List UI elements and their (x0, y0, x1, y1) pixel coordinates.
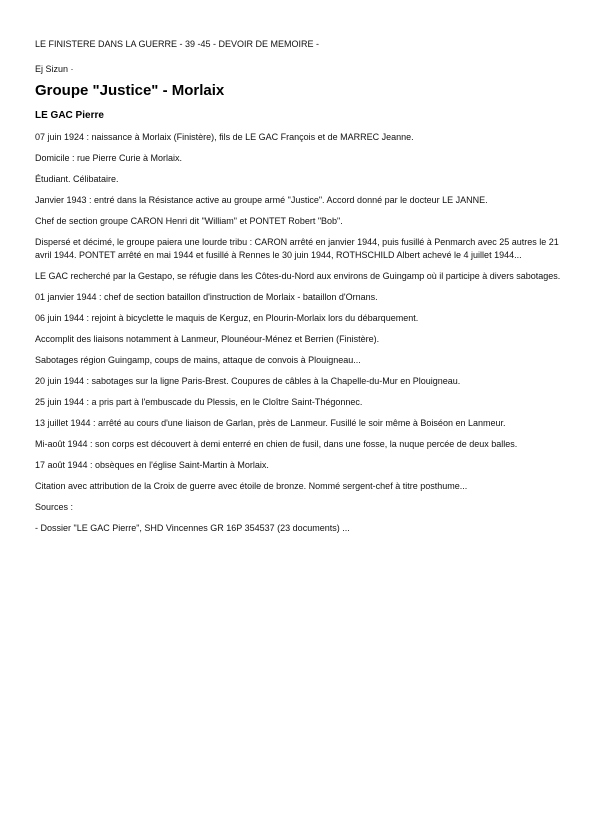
page-title: Groupe "Justice" - Morlaix (35, 82, 225, 99)
paragraph-gestapo: LE GAC recherché par la Gestapo, se réfugie dans les Côtes-du-Nord aux environs de Guingamp où il participe à divers sabotages. (35, 271, 561, 281)
paragraph-resistance-entry: Janvier 1943 : entré dans la Résistance active au groupe armé "Justice". Accord donné par le docteur LE JANNE. (35, 195, 488, 205)
paragraph-status: Étudiant. Célibataire. (35, 174, 119, 184)
paragraph-13-jul-1944: 13 juillet 1944 : arrêté au cours d'une liaison de Garlan, près de Lanmeur. Fusillé le soir même à Boiséon en Lanmeur. (35, 418, 506, 428)
person-name-heading: LE GAC Pierre (35, 110, 104, 121)
paragraph-group-dispersed: Dispersé et décimé, le groupe paiera une lourde tribu : CARON arrêté en janvier 1944, puis fusillé à Penmarch avec 25 autres le 21 avril 1944. PONTET arrêté en mai 1944 et fusillé à Rennes le 30 juin 1944, ROTHSCHILD Albert achevé le 4 juillet 1944... (35, 237, 559, 260)
paragraph-domicile: Domicile : rue Pierre Curie à Morlaix. (35, 153, 183, 163)
paragraph-section-chief: Chef de section groupe CARON Henri dit "William" et PONTET Robert "Bob". (35, 216, 343, 226)
paragraph-17-aug-1944: 17 août 1944 : obsèques en l'église Saint-Martin à Morlaix. (35, 460, 269, 470)
source-item: - Dossier "LE GAC Pierre", SHD Vincennes GR 16P 354537 (23 documents) ... (35, 523, 350, 533)
paragraph-20-jun-1944: 20 juin 1944 : sabotages sur la ligne Paris-Brest. Coupures de câbles à la Chapelle-du-Mur en Plouigneau. (35, 376, 461, 386)
paragraph-sabotages-guingamp: Sabotages région Guingamp, coups de mains, attaque de convois à Plouigneau... (35, 355, 361, 365)
sources-label: Sources : (35, 502, 74, 512)
paragraph-citation: Citation avec attribution de la Croix de guerre avec étoile de bronze. Nommé sergent-chef à titre posthume... (35, 481, 468, 491)
paragraph-06-jun-1944: 06 juin 1944 : rejoint à bicyclette le maquis de Kerguz, en Plourin-Morlaix lors du débarquement. (35, 313, 419, 323)
paragraph-liaisons: Accomplit des liaisons notamment à Lanmeur, Plounéour-Ménez et Berrien (Finistère). (35, 334, 380, 344)
paragraph-mid-aug-1944: Mi-août 1944 : son corps est découvert à demi enterré en chien de fusil, dans une fosse, la nuque percée de deux balles. (35, 439, 518, 449)
author-line: Ej Sizun · (35, 64, 74, 74)
paragraph-birth: 07 juin 1924 : naissance à Morlaix (Finistère), fils de LE GAC François et de MARREC Jeanne. (35, 132, 414, 142)
paragraph-25-jun-1944: 25 juin 1944 : a pris part à l'embuscade du Plessis, en le Cloître Saint-Thégonnec. (35, 397, 363, 407)
document-page (35, 38, 565, 543)
series-header: LE FINISTERE DANS LA GUERRE - 39 -45 - DEVOIR DE MEMOIRE - (35, 39, 320, 49)
paragraph-jan-1944: 01 janvier 1944 : chef de section bataillon d'instruction de Morlaix - bataillon d'Ornans. (35, 292, 378, 302)
